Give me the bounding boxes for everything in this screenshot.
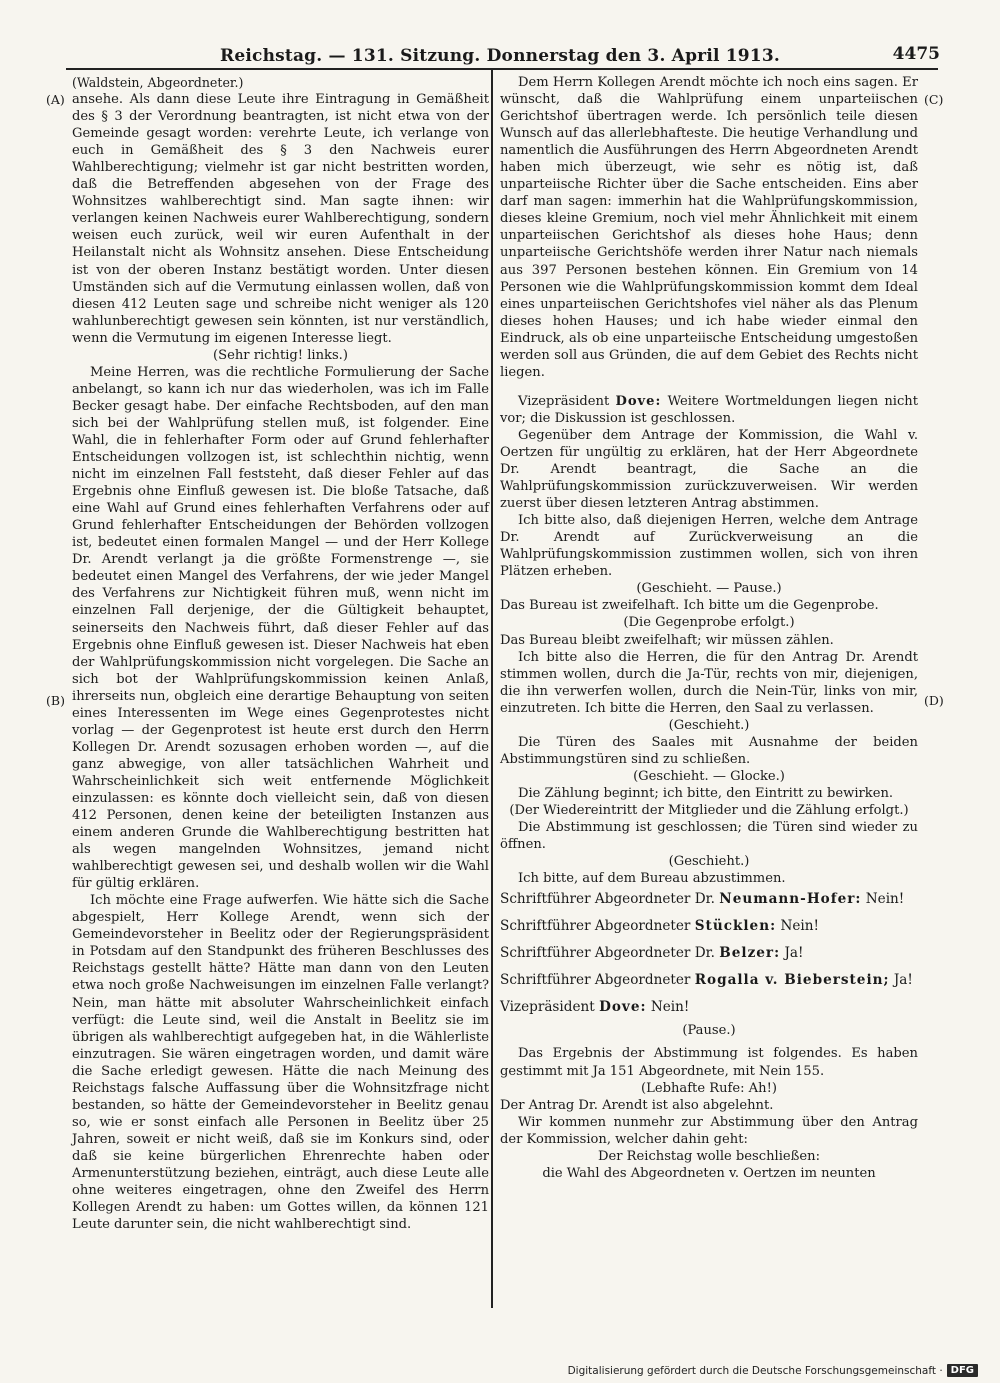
motion-text: die Wahl des Abgeordneten v. Oertzen im neunten: [542, 1165, 876, 1181]
column-divider: [491, 70, 493, 1308]
vote-role: Schriftführer Abgeordneter Dr.: [500, 891, 715, 908]
vote-value: Ja!: [784, 945, 804, 962]
paragraph: Wir kommen nunmehr zur Abstimmung über den Antrag der Kommission, welcher dahin geht:: [500, 1114, 918, 1147]
vote-value: Nein!: [865, 891, 905, 908]
paragraph: Das Bureau bleibt zweifelhaft; wir müssen zählen.: [500, 632, 834, 648]
interjection: (Geschieht.): [668, 854, 750, 870]
paragraph: Das Ergebnis der Abstimmung ist folgendes. Es haben gestimmt mit Ja 151 Abgeordnete, mit Nein 155.: [500, 1046, 918, 1079]
left-column: [72, 74, 489, 1233]
vote-role: Vizepräsident: [500, 999, 595, 1016]
interjection: (Lebhafte Rufe: Ah!): [641, 1080, 777, 1096]
vote-role: Schriftführer Abgeordneter: [500, 918, 691, 935]
header-rule: [66, 68, 938, 70]
paragraph: Ich möchte eine Frage aufwerfen. Wie hätte sich die Sache abgespielt, Herr Kollege Arendt, wenn sich der Gemeindevorsteher in Beelitz oder der Regierungspräsident in Potsdam auf den Standpunkt des früheren Beschlusses des Reichstags gestellt hätte? Hätte man dann von den Leuten etwa noch große Nachweisungen im einzelnen Falle verlangt? Nein, man hätte mit absoluter Wahrscheinlichkeit einfach verfügt: die Leute sind, weil die Anstalt in Beelitz sie im übrigen als wahlberechtigt aufgegeben hat, in die Wählerliste einzutragen. Sie wären eingetragen worden, und damit wäre die Sache erledigt gewesen. Hätte die nach Meinung des Reichstags falsche Auffassung über die Wohnsitzfrage nicht bestanden, so hätte der Gemeindevorsteher in Beelitz genau so, wie er sonst einfach alle Personen in Beelitz über 25 Jahren, soweit er nicht weiß, daß sie im Konkurs sind, oder daß sie keine bürgerlichen Ehrenrechte haben oder Armenunterstützung beziehen, einträgt, auch diese Leute alle ohne weiteres eingetragen, ohne den Zweifel des Herrn Kollegen Arendt zu haben: um Gottes willen, da können 121 Leute darunter sein, die nicht wahlberechtigt sind.: [72, 893, 489, 1233]
vote-name: Rogalla v. Bieberstein;: [694, 972, 890, 989]
vote-value: Nein!: [780, 918, 819, 935]
motion-heading: Der Reichstag wolle beschließen:: [597, 1148, 821, 1164]
speaker-role: Vizepräsident: [518, 393, 610, 409]
paragraph: Ich bitte, auf dem Bureau abzustimmen.: [518, 871, 786, 887]
paragraph: Die Zählung beginnt; ich bitte, den Eintritt zu bewirken.: [518, 785, 894, 801]
vote-line: [500, 945, 918, 962]
paragraph: ansehe. Als dann diese Leute ihre Eintragung in Gemäßheit des § 3 der Verordnung beantragten, ist nicht etwa von der Gemeinde gesagt worden: verehrte Leute, ich verlange von euch in Gemäßheit des § 3 den Nachweis eurer Wahlberechtigung; vielmehr ist gar nicht bestritten worden, daß die Betreffenden abgesehen von der Frage des Wohnsitzes wahlberechtigt sind. Man sagte ihnen: wir verlangen keinen Nachweis eurer Wahlberechtigung, sondern weisen euch zurück, weil wir euren Aufenthalt in der Heilanstalt nicht als Wohnsitz ansehen. Diese Entscheidung ist von der oberen Instanz bestätigt worden. Unter diesen Umständen sich auf die Vermutung einlassen wollen, daß von diesen 412 Leuten sage und schreibe nicht weniger als 120 wahlunberechtigt gewesen sein könnten, ist nur verständlich, wenn die Vermutung im eigenen Interesse liegt.: [72, 92, 489, 346]
funding-credit: Digitalisierung gefördert durch die Deutsche Forschungsgemeinschaft ·: [567, 1364, 943, 1377]
presiding-statement: [500, 393, 918, 427]
paragraph: Ich bitte also, daß diejenigen Herren, welche dem Antrage Dr. Arendt auf Zurückverweisung an die Wahlprüfungskommission zustimmen wollen, sich von ihren Plätzen erheben.: [500, 513, 918, 580]
paragraph: Der Antrag Dr. Arendt ist also abgelehnt.: [500, 1097, 774, 1113]
vote-line: [500, 999, 918, 1016]
interjection: (Geschieht.): [668, 717, 750, 733]
vote-role: Schriftführer Abgeordneter Dr.: [500, 945, 715, 962]
vote-role: Schriftführer Abgeordneter: [500, 972, 691, 989]
vote-line: [500, 918, 918, 935]
vote-name: Belzer:: [719, 945, 781, 962]
margin-marker-c: (C): [924, 92, 944, 107]
speaker-tag: (Waldstein, Abgeordneter.): [72, 75, 244, 90]
vote-line: [500, 972, 918, 989]
page-number: 4475: [892, 44, 940, 64]
vote-line: [500, 891, 918, 908]
running-title: Reichstag. — 131. Sitzung. Donnerstag den 3. April 1913.: [220, 46, 780, 66]
paragraph: Gegenüber dem Antrage der Kommission, die Wahl v. Oertzen für ungültig zu erklären, hat der Herr Abgeordnete Dr. Arendt beantragt, die Sache an die Wahlprüfungskommission zurückzuverweisen. Wir werden zuerst über diesen letzteren Antrag abstimmen.: [500, 427, 918, 512]
interjection: (Geschieht. — Pause.): [636, 581, 782, 597]
interjection: (Geschieht. — Glocke.): [633, 768, 785, 784]
interjection: (Pause.): [682, 1023, 736, 1039]
paragraph: Meine Herren, was die rechtliche Formulierung der Sache anbelangt, so kann ich nur das wiederholen, was ich im Falle Becker gesagt habe. Der einfache Rechtsboden, auf den man sich bei der Wahlprüfung stellen muß, ist folgender. Eine Wahl, die in fehlerhafter Form oder auf Grund fehlerhafter Entscheidungen vollzogen ist, ist schlechthin nichtig, wenn nicht im einzelnen Fall feststeht, daß dieser Fehler auf das Ergebnis ohne Einfluß gewesen ist. Die bloße Tatsache, daß eine Wahl auf Grund eines fehlerhaften Verfahrens oder auf Grund fehlerhafter Entscheidungen der Behörden vollzogen ist, bedeutet einen formalen Mangel — und der Herr Kollege Dr. Arendt verlangt ja die größte Formenstrenge —, sie bedeutet einen Mangel des Verfahrens, der wie jeder Mangel des Verfahrens zur Nichtigkeit führen muß, wenn nicht im einzelnen Fall derjenige, der die Gültigkeit behauptet, seinerseits den Nachweis führt, daß dieser Fehler auf das Ergebnis ohne Einfluß gewesen ist. Dieser Nachweis hat eben der Wahlprüfungskommission nicht vorgelegen. Die Sache an sich bot der Wahlprüfungskommission keinen Anlaß, ihrerseits nun, obgleich eine derartige Behauptung von seiten eines Interessenten im Wege eines Gegenprotestes nicht vorlag — der Gegenprotest ist heute erst durch den Herrn Kollegen Dr. Arendt sozusagen erhoben worden —, auf die ganz abwegige, von aller tatsächlichen Wahrheit und Wahrscheinlichkeit sich weit entfernende Möglichkeit einzulassen: es könnte doch vielleicht sein, daß von diesen 412 Personen, denen keine der beteiligten Instanzen aus einem anderen Grunde die Wahlberechtigung bestritten hat als wegen mangelnden Wohnsitzes, jemand nicht wahlberechtigt gewesen sei, und deshalb wollen wir die Wahl für gültig erklären.: [72, 364, 489, 892]
footer-credit: [568, 1364, 978, 1377]
vote-name: Dove:: [599, 999, 647, 1016]
margin-marker-d: (D): [924, 693, 944, 708]
dfg-logo: DFG: [947, 1364, 978, 1377]
vote-name: Neumann-Hofer:: [719, 891, 862, 908]
paragraph: Die Abstimmung ist geschlossen; die Türen sind wieder zu öffnen.: [500, 820, 918, 853]
interjection: (Der Wiedereintritt der Mitglieder und die Zählung erfolgt.): [509, 802, 909, 818]
speaker-name: Dove:: [615, 393, 662, 409]
vote-name: Stücklen:: [694, 918, 777, 935]
margin-marker-a: (A): [46, 92, 65, 107]
interjection: (Die Gegenprobe erfolgt.): [623, 615, 795, 631]
interjection: (Sehr richtig! links.): [213, 347, 348, 363]
statement-text: Weitere Wortmeldungen liegen nicht vor; die Diskussion ist geschlossen.: [500, 393, 918, 426]
margin-marker-b: (B): [46, 693, 65, 708]
page-header: [60, 44, 940, 68]
paragraph: Das Bureau ist zweifelhaft. Ich bitte um die Gegenprobe.: [500, 598, 879, 614]
paragraph: Dem Herrn Kollegen Arendt möchte ich noch eins sagen. Er wünscht, daß die Wahlprüfung einem unparteiischen Gerichtshof übertragen werde. Ich persönlich teile diesen Wunsch auf das allerlebhafteste. Die heutige Verhandlung und namentlich die Ausführungen des Herrn Abgeordneten Arendt haben mich überzeugt, wie sehr es nötig ist, daß unparteiische Richter über die Sache entscheiden. Eins aber darf man sagen: immerhin hat die Wahlprüfungskommission, dieses kleine Gremium, noch viel mehr Ähnlichkeit mit einem unparteiischen Gerichtshof als dieses hohe Haus; denn unparteiische Gerichtshöfe werden ihrer Natur nach niemals aus 397 Personen bestehen können. Ein Gremium von 14 Personen wie die Wahlprüfungskommission kommt dem Ideal eines unparteiischen Gerichtshofes viel näher als das Plenum dieses hohen Hauses; und ich habe wieder einmal den Eindruck, als ob eine unparteiische Entscheidung umgestoßen werden soll aus Gründen, die auf dem Gebiet des Rechts nicht liegen.: [500, 75, 918, 380]
vote-value: Nein!: [650, 999, 690, 1016]
right-column: [500, 74, 918, 1182]
paragraph: Ich bitte also die Herren, die für den Antrag Dr. Arendt stimmen wollen, durch die Ja-Tür, rechts von mir, diejenigen, die ihn verwerfen wollen, durch die Nein-Tür, links von mir, einzutreten. Ich bitte die Herren, den Saal zu verlassen.: [500, 649, 918, 716]
vote-value: Ja!: [893, 972, 913, 989]
paragraph: Die Türen des Saales mit Ausnahme der beiden Abstimmungstüren sind zu schließen.: [500, 734, 918, 767]
